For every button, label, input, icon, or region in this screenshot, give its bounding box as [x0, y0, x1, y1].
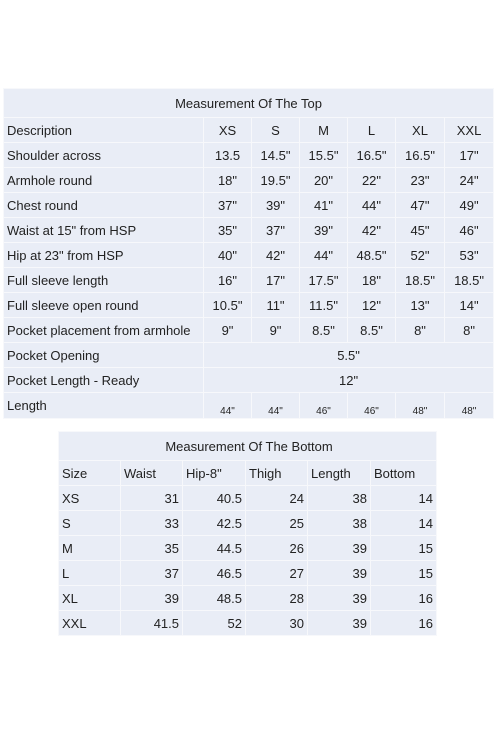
measurement-cell: 33	[121, 511, 183, 536]
measurement-cell: 48.5	[183, 586, 246, 611]
measurement-cell: 18"	[204, 168, 252, 193]
column-header: Bottom	[371, 461, 437, 486]
size-header: XXL	[445, 118, 494, 143]
measurement-cell: 26	[246, 536, 308, 561]
size-label: XL	[59, 586, 121, 611]
measurement-cell: 39	[121, 586, 183, 611]
measurement-cell: 9"	[204, 318, 252, 343]
measurement-cell: 39	[308, 536, 371, 561]
size-header: S	[252, 118, 300, 143]
size-header: XL	[396, 118, 445, 143]
measurement-cell: 35"	[204, 218, 252, 243]
measurement-cell: 48.5"	[348, 243, 396, 268]
measurement-cell: 52	[183, 611, 246, 636]
measurement-cell: 41.5	[121, 611, 183, 636]
table-row	[4, 268, 494, 293]
measurement-cell: 14	[371, 511, 437, 536]
column-header: Hip-8"	[183, 461, 246, 486]
measurement-cell: 25	[246, 511, 308, 536]
size-label: L	[59, 561, 121, 586]
measurement-cell: 45"	[396, 218, 445, 243]
measurement-cell: 11"	[252, 293, 300, 318]
measurement-cell: 13.5	[204, 143, 252, 168]
table-row	[4, 218, 494, 243]
measurement-cell: 37	[121, 561, 183, 586]
measurement-cell: 46"	[348, 393, 396, 419]
column-header: Length	[308, 461, 371, 486]
measurement-cell: 38	[308, 486, 371, 511]
table-row	[59, 511, 437, 536]
table-row	[59, 586, 437, 611]
measurement-cell: 14	[371, 486, 437, 511]
table-row	[4, 293, 494, 318]
size-label: XXL	[59, 611, 121, 636]
measurement-cell: 49"	[445, 193, 494, 218]
row-label: Pocket Opening	[4, 343, 204, 368]
merged-value-cell: 12"	[204, 368, 494, 393]
measurement-cell: 53"	[445, 243, 494, 268]
row-label: Length	[4, 393, 204, 419]
measurement-cell: 42"	[348, 218, 396, 243]
size-label: XS	[59, 486, 121, 511]
measurement-cell: 31	[121, 486, 183, 511]
measurement-cell: 37"	[252, 218, 300, 243]
row-label: Pocket placement from armhole	[4, 318, 204, 343]
measurement-cell: 16	[371, 611, 437, 636]
measurement-cell: 16.5"	[348, 143, 396, 168]
measurement-cell: 19.5"	[252, 168, 300, 193]
table-row	[4, 343, 494, 368]
measurement-cell: 28	[246, 586, 308, 611]
table-row	[59, 561, 437, 586]
measurement-cell: 15.5"	[300, 143, 348, 168]
table-row	[4, 243, 494, 268]
measurement-cell: 10.5"	[204, 293, 252, 318]
measurement-cell: 42"	[252, 243, 300, 268]
row-label: Shoulder across	[4, 143, 204, 168]
table-row	[59, 536, 437, 561]
measurement-cell: 18"	[348, 268, 396, 293]
table-row	[4, 193, 494, 218]
measurement-cell: 27	[246, 561, 308, 586]
top-measurement-table	[3, 88, 494, 419]
measurement-cell: 48"	[396, 393, 445, 419]
top-table-title: Measurement Of The Top	[4, 89, 494, 118]
measurement-cell: 15	[371, 536, 437, 561]
size-header: M	[300, 118, 348, 143]
measurement-cell: 40"	[204, 243, 252, 268]
column-header: Size	[59, 461, 121, 486]
measurement-cell: 39	[308, 586, 371, 611]
row-label: Chest round	[4, 193, 204, 218]
measurement-cell: 44.5	[183, 536, 246, 561]
measurement-cell: 18.5"	[445, 268, 494, 293]
measurement-cell: 44"	[348, 193, 396, 218]
measurement-cell: 44"	[204, 393, 252, 419]
size-header: L	[348, 118, 396, 143]
size-label: M	[59, 536, 121, 561]
size-label: S	[59, 511, 121, 536]
table-row	[4, 168, 494, 193]
measurement-cell: 17"	[252, 268, 300, 293]
measurement-cell: 42.5	[183, 511, 246, 536]
description-header: Description	[4, 118, 204, 143]
measurement-cell: 8"	[396, 318, 445, 343]
length-row	[4, 393, 494, 419]
measurement-cell: 9"	[252, 318, 300, 343]
measurement-cell: 8.5"	[348, 318, 396, 343]
merged-value-cell: 5.5"	[204, 343, 494, 368]
measurement-cell: 46"	[445, 218, 494, 243]
measurement-cell: 30	[246, 611, 308, 636]
column-header: Waist	[121, 461, 183, 486]
measurement-cell: 52"	[396, 243, 445, 268]
bottom-header-row	[59, 461, 437, 486]
measurement-cell: 23"	[396, 168, 445, 193]
measurement-cell: 20"	[300, 168, 348, 193]
table-row	[4, 143, 494, 168]
measurement-cell: 16	[371, 586, 437, 611]
measurement-cell: 39	[308, 561, 371, 586]
measurement-cell: 38	[308, 511, 371, 536]
table-row	[59, 611, 437, 636]
row-label: Pocket Length - Ready	[4, 368, 204, 393]
row-label: Armhole round	[4, 168, 204, 193]
measurement-cell: 11.5"	[300, 293, 348, 318]
measurement-cell: 46.5	[183, 561, 246, 586]
size-header: XS	[204, 118, 252, 143]
row-label: Full sleeve open round	[4, 293, 204, 318]
measurement-cell: 12"	[348, 293, 396, 318]
measurement-cell: 41"	[300, 193, 348, 218]
measurement-cell: 13"	[396, 293, 445, 318]
measurement-cell: 44"	[300, 243, 348, 268]
bottom-table-title: Measurement Of The Bottom	[59, 432, 437, 461]
table-row	[4, 318, 494, 343]
table-row	[4, 368, 494, 393]
row-label: Waist at 15" from HSP	[4, 218, 204, 243]
measurement-cell: 39"	[252, 193, 300, 218]
measurement-cell: 24	[246, 486, 308, 511]
measurement-cell: 24"	[445, 168, 494, 193]
bottom-measurement-table	[58, 431, 437, 636]
measurement-cell: 17.5"	[300, 268, 348, 293]
measurement-cell: 8"	[445, 318, 494, 343]
measurement-cell: 40.5	[183, 486, 246, 511]
measurement-cell: 17"	[445, 143, 494, 168]
measurement-cell: 16"	[204, 268, 252, 293]
measurement-cell: 35	[121, 536, 183, 561]
measurement-cell: 14.5"	[252, 143, 300, 168]
measurement-cell: 18.5"	[396, 268, 445, 293]
measurement-cell: 8.5"	[300, 318, 348, 343]
measurement-cell: 16.5"	[396, 143, 445, 168]
table-row	[59, 486, 437, 511]
measurement-cell: 46"	[300, 393, 348, 419]
top-header-row	[4, 118, 494, 143]
measurement-cell: 39"	[300, 218, 348, 243]
measurement-cell: 44"	[252, 393, 300, 419]
measurement-cell: 48"	[445, 393, 494, 419]
row-label: Full sleeve length	[4, 268, 204, 293]
column-header: Thigh	[246, 461, 308, 486]
row-label: Hip at 23" from HSP	[4, 243, 204, 268]
measurement-cell: 37"	[204, 193, 252, 218]
measurement-cell: 22"	[348, 168, 396, 193]
measurement-cell: 39	[308, 611, 371, 636]
measurement-cell: 14"	[445, 293, 494, 318]
measurement-cell: 15	[371, 561, 437, 586]
measurement-cell: 47"	[396, 193, 445, 218]
